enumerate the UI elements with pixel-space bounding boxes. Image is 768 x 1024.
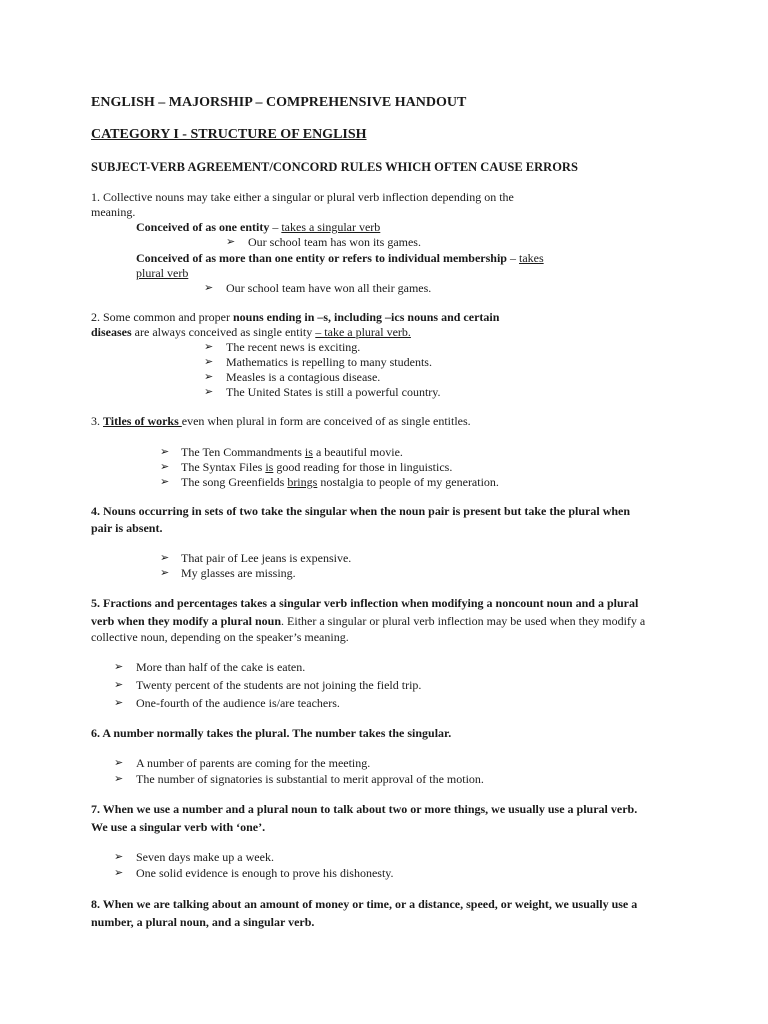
underlined-text: is	[265, 460, 274, 474]
text-span: The Syntax Files	[181, 460, 266, 474]
text-span: good reading for those in linguistics.	[273, 460, 453, 474]
example-text: A number of parents are coming for the meeting.	[136, 756, 371, 770]
rule-1-singular-case	[136, 220, 380, 235]
bullet-arrow-icon: ➢	[226, 236, 236, 248]
bold-text: Conceived of as one entity	[136, 220, 270, 234]
rule-4-text-cont: pair is absent.	[91, 521, 163, 535]
underlined-text: takes a singular verb	[281, 220, 381, 234]
example-text: Our school team has won its games.	[248, 235, 421, 249]
example-text: More than half of the cake is eaten.	[136, 660, 306, 674]
example-text: Seven days make up a week.	[136, 850, 274, 864]
bullet-arrow-icon: ➢	[114, 679, 124, 691]
rule-5-text-cont: collective noun, depending on the speaker’s meaning.	[91, 630, 349, 644]
bold-text: diseases	[91, 325, 132, 339]
category-heading: CATEGORY I - STRUCTURE OF ENGLISH	[91, 127, 367, 142]
bullet-arrow-icon: ➢	[114, 757, 124, 769]
bullet-arrow-icon: ➢	[114, 661, 124, 673]
example-text: Our school team have won all their games.	[226, 281, 432, 295]
example-text: Twenty percent of the students are not joining the field trip.	[136, 678, 422, 692]
bullet-arrow-icon: ➢	[114, 773, 124, 785]
rule-3-text	[91, 414, 471, 429]
text-span: a beautiful movie.	[312, 445, 403, 459]
example-text	[181, 460, 452, 475]
rule-6-text: 6. A number normally takes the plural. The number takes the singular.	[91, 726, 452, 740]
bullet-arrow-icon: ➢	[204, 356, 214, 368]
dash-separator: –	[506, 251, 519, 265]
rule-5-text-cont	[91, 614, 645, 629]
bullet-arrow-icon: ➢	[204, 282, 214, 294]
example-text: That pair of Lee jeans is expensive.	[181, 551, 352, 565]
text-span: 3.	[91, 414, 103, 428]
example-text	[181, 475, 499, 490]
dash-separator: –	[269, 220, 282, 234]
rule-4-text: 4. Nouns occurring in sets of two take the singular when the noun pair is present but take the plural when	[91, 504, 631, 518]
section-heading: SUBJECT-VERB AGREEMENT/CONCORD RULES WHICH OFTEN CAUSE ERRORS	[91, 160, 578, 174]
rule-1-text: 1. Collective nouns may take either a singular or plural verb inflection depending on the	[91, 190, 514, 204]
bullet-arrow-icon: ➢	[160, 552, 170, 564]
bullet-arrow-icon: ➢	[114, 867, 124, 879]
bullet-arrow-icon: ➢	[160, 446, 170, 458]
example-text: Measles is a contagious disease.	[226, 370, 381, 384]
underlined-text: takes	[518, 251, 544, 265]
rule-8-text-cont: number, a plural noun, and a singular verb.	[91, 915, 315, 929]
underlined-text: brings	[287, 475, 318, 489]
example-text: One solid evidence is enough to prove his dishonesty.	[136, 866, 394, 880]
bold-text: verb when they modify a plural noun	[91, 614, 282, 628]
bold-text: nouns ending in –s, including –ics nouns and certain	[232, 310, 500, 324]
bullet-arrow-icon: ➢	[160, 567, 170, 579]
text-span: . Either a singular or plural verb inflection may be used when they modify a	[281, 614, 646, 628]
text-span: The Ten Commandments	[181, 445, 305, 459]
example-text: One-fourth of the audience is/are teachers.	[136, 696, 340, 710]
rule-5-text: 5. Fractions and percentages takes a singular verb inflection when modifying a noncount noun and a plural	[91, 596, 639, 610]
rule-8-text: 8. When we are talking about an amount of money or time, or a distance, speed, or weight, we usually use a	[91, 897, 638, 911]
bullet-arrow-icon: ➢	[204, 371, 214, 383]
bold-underlined-text: Titles of works	[103, 414, 182, 428]
bold-text: Conceived of as more than one entity or refers to individual membership	[136, 251, 507, 265]
underlined-text: is	[304, 445, 313, 459]
underlined-text: – take a plural verb.	[315, 325, 411, 339]
rule-1-plural-case-cont: plural verb	[136, 266, 189, 280]
example-text: The number of signatories is substantial to merit approval of the motion.	[136, 772, 484, 786]
bullet-arrow-icon: ➢	[160, 461, 170, 473]
text-span: even when plural in form are conceived of as single entitles.	[181, 414, 471, 428]
rule-1-text-cont: meaning.	[91, 205, 136, 219]
text-span: 2. Some common and proper	[91, 310, 233, 324]
example-text: Mathematics is repelling to many students.	[226, 355, 432, 369]
rule-2-text	[91, 310, 499, 325]
bullet-arrow-icon: ➢	[204, 341, 214, 353]
bullet-arrow-icon: ➢	[114, 851, 124, 863]
document-title: ENGLISH – MAJORSHIP – COMPREHENSIVE HANDOUT	[91, 95, 467, 110]
rule-7-text: 7. When we use a number and a plural noun to talk about two or more things, we usually use a plural verb.	[91, 802, 638, 816]
bullet-arrow-icon: ➢	[160, 476, 170, 488]
text-span: nostalgia to people of my generation.	[317, 475, 499, 489]
rule-7-text-cont: We use a singular verb with ‘one’.	[91, 820, 266, 834]
example-text: The United States is still a powerful country.	[226, 385, 441, 399]
example-text: The recent news is exciting.	[226, 340, 361, 354]
bullet-arrow-icon: ➢	[114, 697, 124, 709]
example-text	[181, 445, 403, 460]
rule-1-plural-case	[136, 251, 544, 266]
bullet-arrow-icon: ➢	[204, 386, 214, 398]
rule-2-text-cont	[91, 325, 411, 340]
example-text: My glasses are missing.	[181, 566, 296, 580]
text-span: are always conceived as single entity	[131, 325, 316, 339]
text-span: The song Greenfields	[181, 475, 288, 489]
